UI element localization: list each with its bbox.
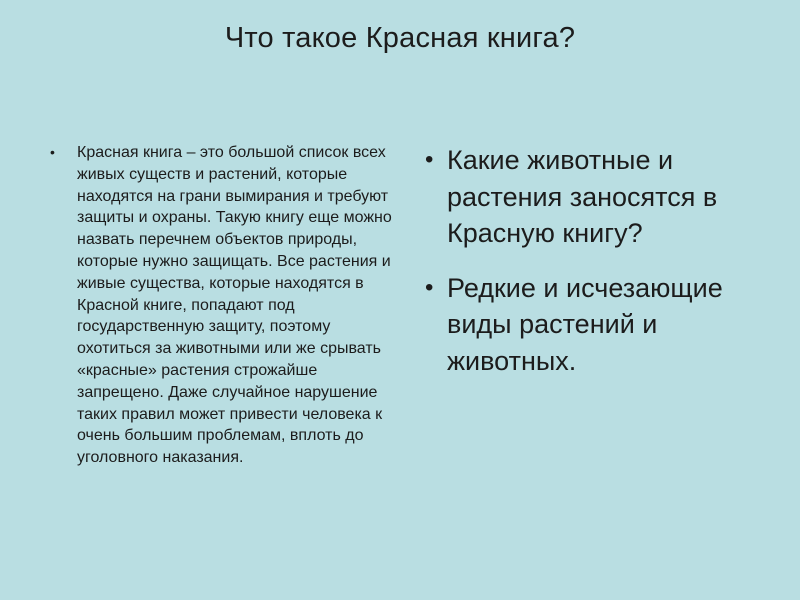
right-text-block	[425, 142, 740, 379]
bullet-icon: •	[425, 273, 434, 301]
list-item	[425, 142, 740, 252]
bullet-icon: •	[425, 146, 434, 173]
bullet-icon: •	[50, 144, 55, 160]
slide-title: Что такое Красная книга?	[224, 22, 576, 54]
right-bullet-text-answer: Редкие и исчезающие виды растений и животных.	[447, 272, 723, 376]
left-bullet-text: Красная книга – это большой список всех живых существ и растений, которые находятся на грани вымирания и требуют защиты и охраны. Такую книгу еще можно назвать перечнем объектов природы, которые нужно защищать. Все растения и живые существа, которые находятся в Красной книге, попадают под государственную защиту, поэтому охотиться за животными или же срывать «красные» растения строжайше запрещено. Даже случайное нарушение таких правил может привести человека к очень большим проблемам, вплоть до уголовного наказания.	[77, 144, 392, 467]
list-item	[425, 270, 740, 380]
list-item	[50, 142, 395, 469]
left-text-block	[50, 142, 395, 469]
right-bullet-text-question: Какие животные и растения заносятся в Красную книгу?	[447, 145, 718, 248]
